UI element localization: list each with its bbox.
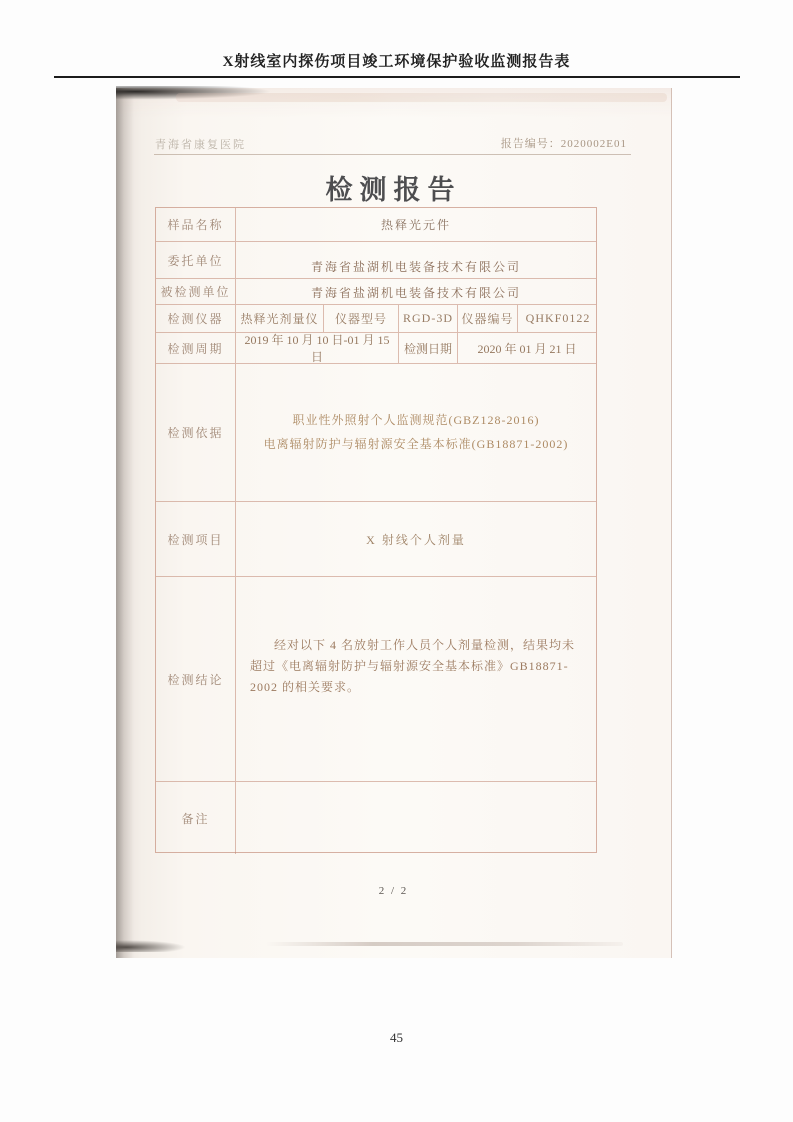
tested-unit-value: 青海省盐湖机电装备技术有限公司 [310, 286, 521, 300]
instrument-label: 检测仪器 [156, 305, 236, 332]
tested-unit-label: 被检测单位 [156, 279, 236, 304]
model-value: RGD-3D [399, 305, 458, 332]
header-divider [54, 76, 740, 78]
table-row-conclusion [156, 576, 596, 781]
serial-value: QHKF0122 [525, 311, 591, 325]
report-number-value: 2020002E01 [560, 138, 627, 150]
client-label: 委托单位 [156, 242, 236, 278]
report-number [501, 135, 627, 151]
date-value: 2020 年 01 月 21 日 [477, 341, 577, 356]
conclusion-label: 检测结论 [156, 577, 236, 781]
scanned-report-sheet [116, 88, 672, 958]
date-label: 检测日期 [399, 333, 458, 363]
table-row-items [156, 501, 596, 576]
scan-left-edge-shadow [116, 88, 134, 958]
report-title: 检测报告 [325, 175, 462, 205]
letterhead-underline [154, 154, 631, 155]
client-value: 青海省盐湖机电装备技术有限公司 [310, 260, 521, 274]
table-row-instrument [156, 304, 596, 332]
remark-value [236, 782, 596, 854]
basis-line-2: 电离辐射防护与辐射源安全基本标准(GB18871-2002) [263, 436, 569, 451]
table-row-client [156, 241, 596, 278]
items-value: X 射线个人剂量 [366, 532, 466, 547]
model-label: 仪器型号 [324, 305, 399, 332]
period-value: 2019 年 10 月 10 日-01 月 15 日 [236, 333, 399, 363]
basis-label: 检测依据 [156, 364, 236, 501]
items-label: 检测项目 [156, 502, 236, 576]
instrument-value: 热释光剂量仪 [236, 305, 324, 332]
sample-name-label: 样品名称 [156, 208, 236, 241]
scan-top-edge-tint [176, 93, 667, 102]
table-row-basis [156, 363, 596, 501]
table-row-tested-unit [156, 278, 596, 304]
conclusion-text: 经对以下 4 名放射工作人员个人剂量检测，结果均未超过《电离辐射防护与辐射源安全基本标准》GB18871-2002 的相关要求。 [250, 638, 576, 694]
sample-name-value: 热释光元件 [380, 218, 451, 232]
document-page-number: 45 [390, 1030, 403, 1045]
conclusion-value [236, 577, 596, 781]
table-row-sample [156, 208, 596, 241]
report-number-label: 报告编号： [500, 138, 561, 150]
remark-label: 备注 [156, 782, 236, 854]
scan-page-indicator: 2 / 2 [378, 885, 409, 897]
issuing-institute-name: 青海省康复医院 [155, 139, 246, 151]
serial-label: 仪器编号 [458, 305, 518, 332]
scan-bottom-edge-shadow [266, 942, 623, 946]
report-table [155, 207, 597, 853]
basis-value [236, 364, 596, 501]
basis-line-1: 职业性外照射个人监测规范(GBZ128-2016) [292, 413, 540, 428]
scan-bottom-left-shadow [116, 940, 186, 952]
document-header-title: X射线室内探伤项目竣工环境保护验收监测报告表 [222, 54, 571, 70]
period-label: 检测周期 [156, 333, 236, 363]
table-row-period [156, 332, 596, 363]
table-row-remark [156, 781, 596, 854]
